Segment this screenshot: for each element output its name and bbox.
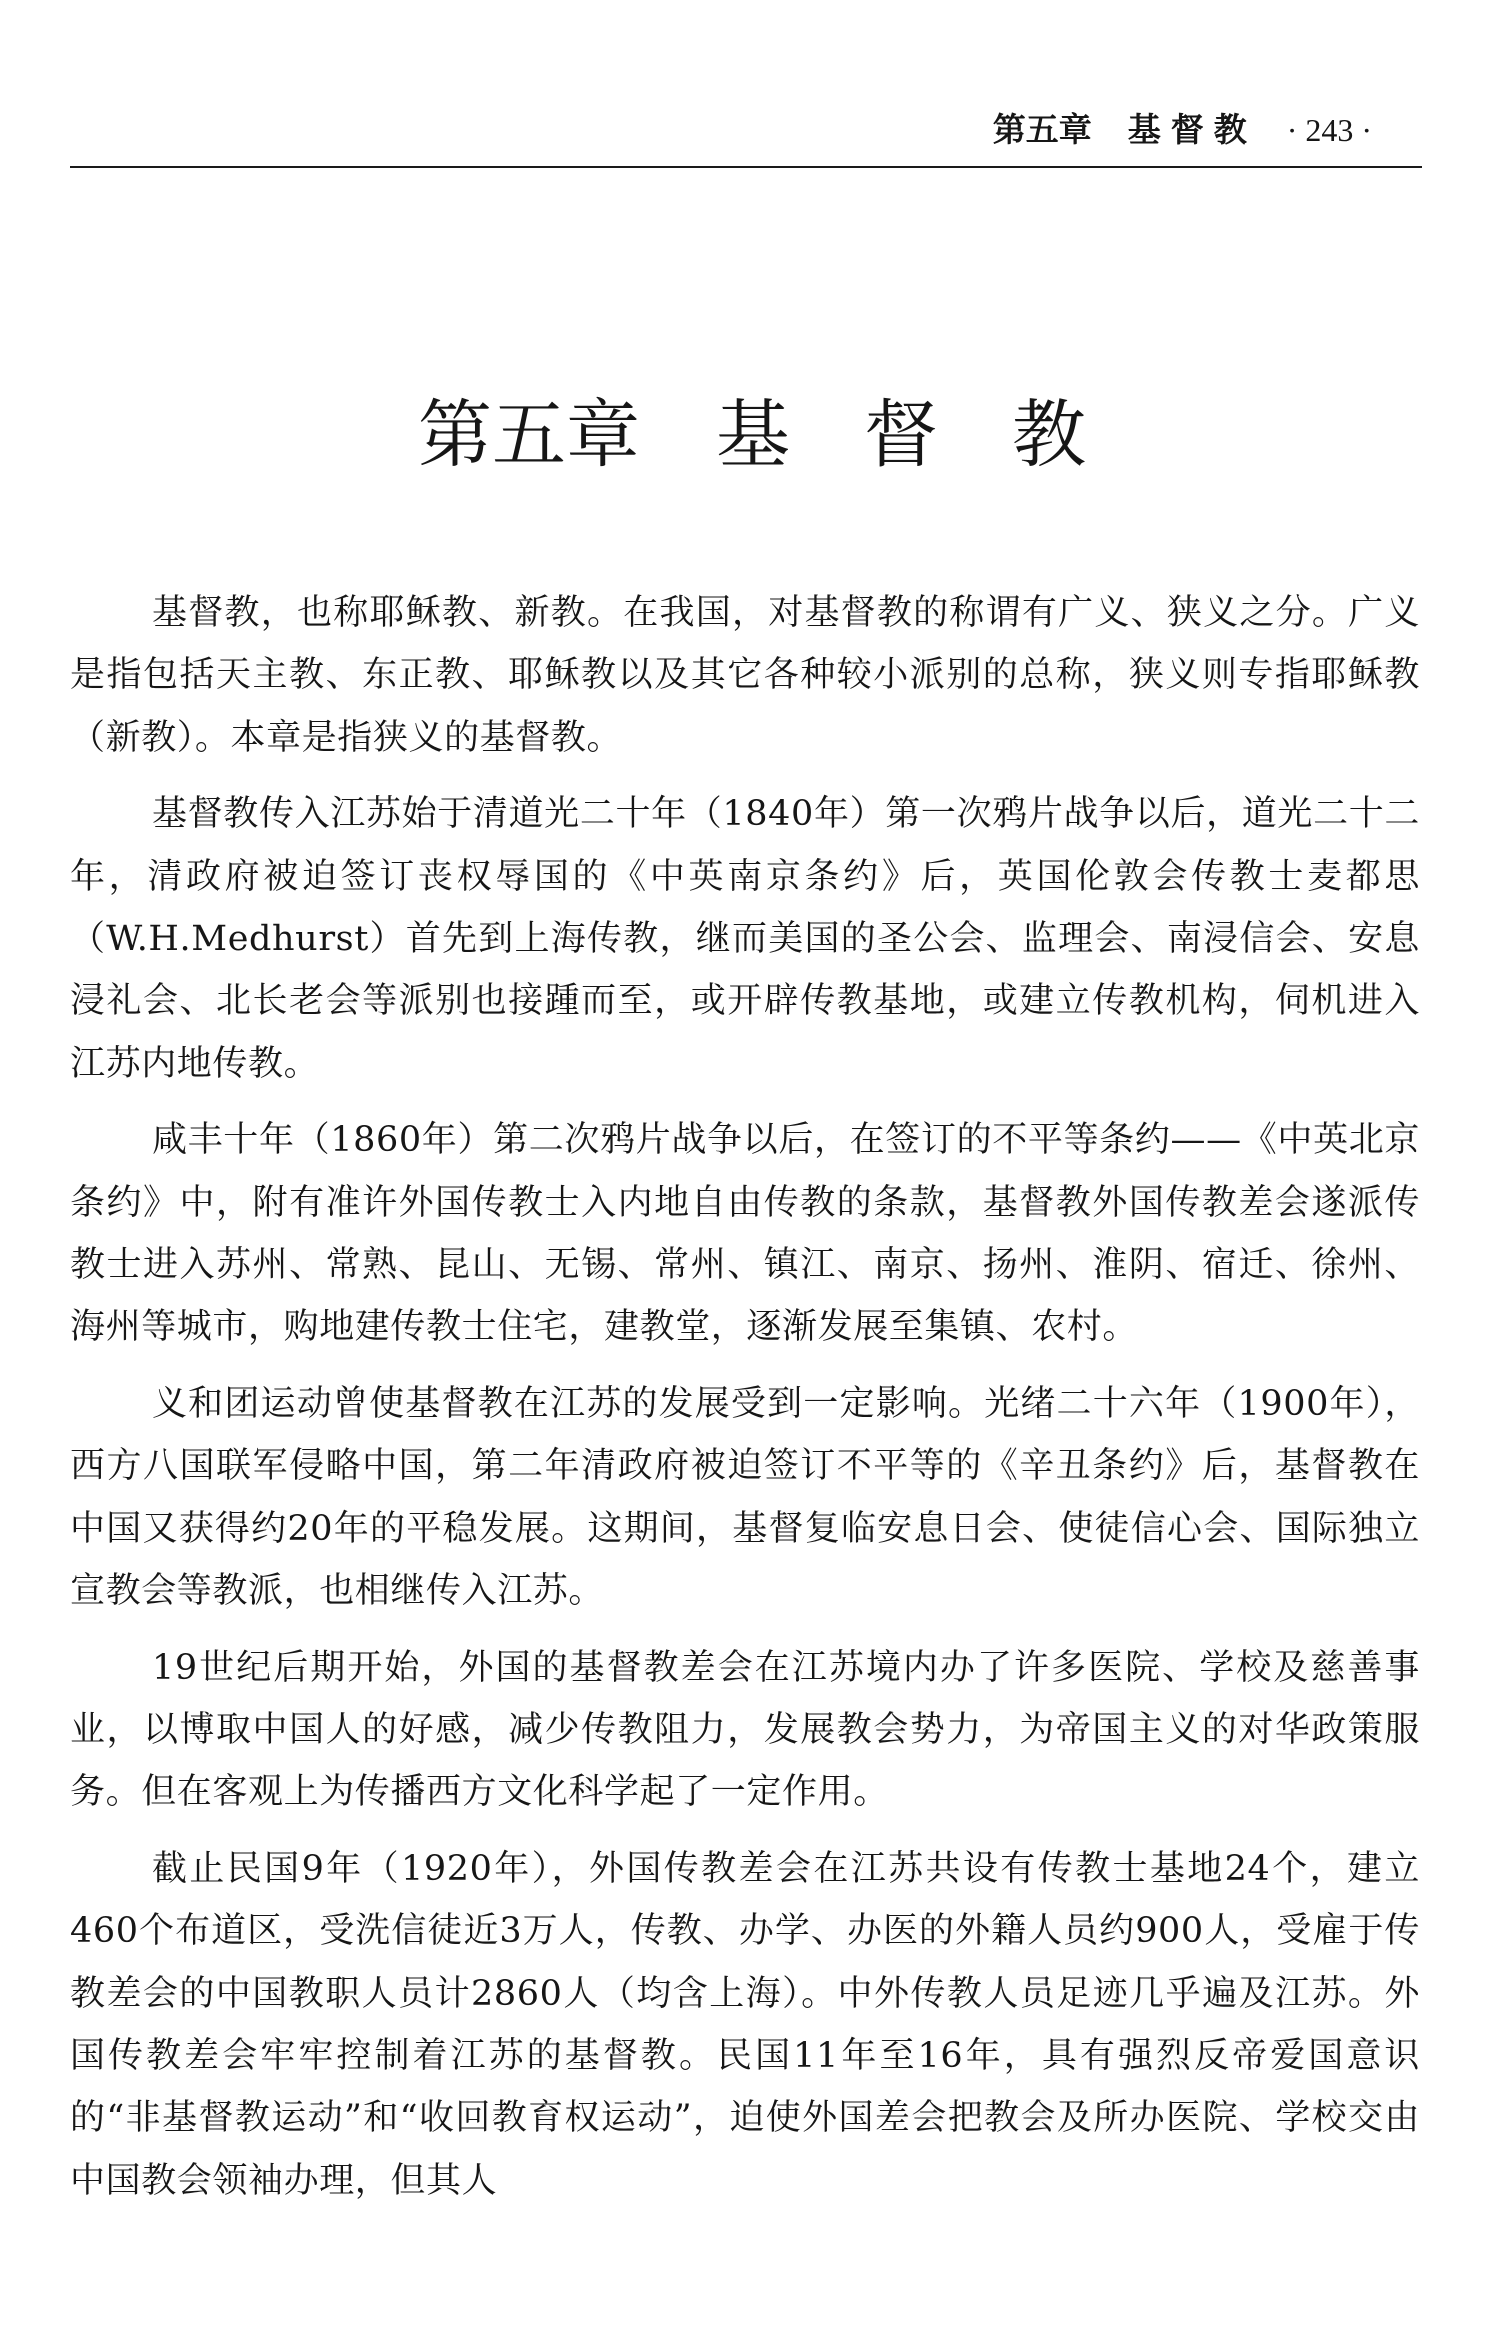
body-text [70, 582, 1420, 2212]
paragraph-missionary-institutions: 19世纪后期开始，外国的基督教差会在江苏境内办了许多医院、学校及慈善事业，以博取中国人的好感，减少传教阻力，发展教会势力，为帝国主义的对华政策服务。但在客观上为传播西方文化科学起了一定作用。 [70, 1647, 1420, 1813]
paragraph-second-opium-war: 咸丰十年（1860年）第二次鸦片战争以后，在签订的不平等条约——《中英北京条约》中，附有准许外国传教士入内地自由传教的条款，基督教外国传教差会遂派传教士进入苏州、常熟、昆山、无锡、常州、镇江、南京、扬州、淮阴、宿迁、徐州、海州等城市，购地建传教士住宅，建教堂，逐渐发展至集镇、农村。 [70, 1120, 1420, 1348]
header-chapter-label: 第五章 [992, 110, 1092, 149]
chapter-title [0, 390, 1504, 480]
paragraph-introduction-history: 基督教传入江苏始于清道光二十年（1840年）第一次鸦片战争以后，道光二十二年，清政府被迫签订丧权辱国的《中英南京条约》后，英国伦敦会传教士麦都思（W.H.Medhurst）首先到上海传教，继而美国的圣公会、监理会、南浸信会、安息浸礼会、北长老会等派别也接踵而至，或开辟传教基地，或建立传教机构，伺机进入江苏内地传教。 [70, 794, 1420, 1084]
paragraph-republic-era: 截止民国9年（1920年），外国传教差会在江苏共设有传教士基地24个，建立460个布道区，受洗信徒近3万人，传教、办学、办医的外籍人员约900人，受雇于传教差会的中国教职人员计2860人（均含上海）。中外传教人员足迹几乎遍及江苏。外国传教差会牢牢控制着江苏的基督教。民国11年至16年，具有强烈反帝爱国意识的“非基督教运动”和“收回教育权运动”，迫使外国差会把教会及所办医院、学校交由中国教会领袖办理，但其人 [70, 1848, 1420, 2201]
header-subject-label: 基督教 [1127, 110, 1257, 149]
paragraph-boxer-movement: 义和团运动曾使基督教在江苏的发展受到一定影响。光绪二十六年（1900年），西方八国联军侵略中国，第二年清政府被迫签订不平等的《辛丑条约》后，基督教在中国又获得约20年的平稳发展。这期间，基督复临安息日会、使徒信心会、国际独立宣教会等教派，也相继传入江苏。 [70, 1383, 1420, 1612]
chapter-title-subject: 基督教 [716, 391, 1160, 478]
running-header-text [993, 108, 1372, 152]
page-number: · 243 · [1286, 112, 1372, 148]
running-header [70, 104, 1422, 168]
chapter-title-number: 第五章 [418, 391, 640, 478]
paragraph-definition: 基督教，也称耶稣教、新教。在我国，对基督教的称谓有广义、狭义之分。广义是指包括天主教、东正教、耶稣教以及其它各种较小派别的总称，狭义则专指耶稣教（新教）。本章是指狭义的基督教。 [70, 593, 1420, 758]
